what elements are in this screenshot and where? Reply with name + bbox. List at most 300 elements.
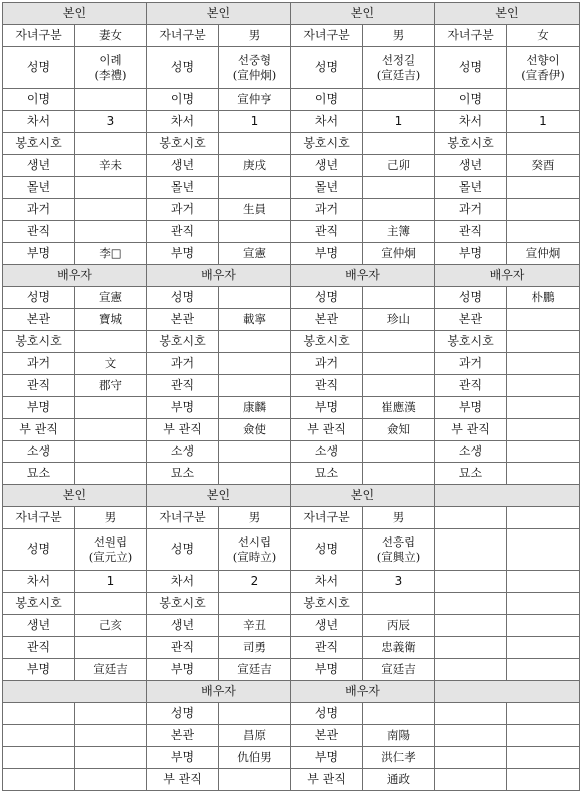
cell-text: 男: [104, 510, 117, 525]
cell-text: 妻女: [99, 28, 122, 43]
field-value: [506, 242, 580, 265]
field-value: [362, 88, 435, 111]
field-value: [74, 24, 147, 47]
cell-text: 자녀구분: [159, 510, 206, 524]
field-value: [506, 702, 580, 725]
cell-text: 봉호시호: [15, 136, 62, 150]
cell-text: 관직: [170, 378, 195, 392]
cell-text: 몰년: [458, 180, 483, 194]
field-value: [74, 132, 147, 155]
field-value: [506, 614, 580, 637]
field-value: [362, 24, 435, 47]
cell-text: 봉호시호: [159, 136, 206, 150]
cell-text: 부명: [26, 246, 51, 260]
field-label: [146, 746, 219, 769]
field-label: [434, 352, 507, 375]
cell-text: 관직: [458, 224, 483, 238]
cell-text: 부 관직: [307, 422, 346, 436]
field-value: [506, 462, 580, 485]
field-label: [290, 330, 363, 353]
field-label: [146, 352, 219, 375]
field-label: [146, 418, 219, 441]
cell-text: 봉호시호: [303, 136, 350, 150]
cell-text: 봉호시호: [303, 596, 350, 610]
cell-text: 珍山: [387, 312, 410, 327]
cell-text: 癸酉: [531, 158, 555, 173]
cell-text: 성명: [314, 290, 339, 304]
field-value: [362, 46, 435, 89]
field-value: [74, 570, 147, 593]
cell-text: 宣廷吉: [93, 662, 128, 677]
field-value: [506, 724, 580, 747]
cell-text: 부 관직: [163, 422, 202, 436]
field-label: [2, 396, 75, 419]
field-value: [362, 724, 435, 747]
cell-text: 3: [394, 574, 403, 588]
cell-text: 본인: [62, 6, 87, 20]
cell-text: 생년: [314, 618, 339, 632]
field-label: [2, 330, 75, 353]
field-value: [506, 330, 580, 353]
section-header: [2, 2, 147, 25]
cell-text: 男: [392, 28, 405, 43]
field-label: [434, 132, 507, 155]
cell-text: 僉知: [387, 422, 410, 437]
cell-text: 소생: [26, 444, 51, 458]
field-label: [290, 154, 363, 177]
field-value: [506, 768, 580, 791]
field-value: [362, 506, 435, 529]
field-value: [506, 418, 580, 441]
cell-text: 자녀구분: [15, 28, 62, 42]
empty-header-cell: [434, 484, 580, 507]
field-label: [146, 528, 219, 571]
field-label: [290, 592, 363, 615]
cell-text: 忠義衛: [381, 640, 416, 655]
section-header: [146, 2, 291, 25]
field-label: [2, 746, 75, 769]
cell-text: 崔應漢: [381, 400, 416, 415]
field-label: [290, 220, 363, 243]
cell-text: 生員: [243, 202, 266, 217]
field-label: [2, 570, 75, 593]
cell-text: 본관: [458, 312, 483, 326]
field-label: [434, 396, 507, 419]
cell-text: 봉호시호: [159, 334, 206, 348]
field-value: [218, 724, 291, 747]
field-value: [74, 110, 147, 133]
field-value: [506, 570, 580, 593]
cell-text: 자녀구분: [303, 510, 350, 524]
cell-text: 宣廷吉: [237, 662, 272, 677]
cell-text: 과거: [314, 202, 339, 216]
cell-text: 몰년: [314, 180, 339, 194]
cell-text: 성명: [170, 706, 195, 720]
cell-text: 과거: [314, 356, 339, 370]
cell-text: 본관: [170, 728, 195, 742]
cell-text: 辛未: [99, 158, 122, 173]
field-label: [434, 110, 507, 133]
field-value: [362, 418, 435, 441]
cell-text: 과거: [170, 356, 195, 370]
cell-text: 辛丑: [243, 618, 266, 633]
cell-text: 관직: [170, 224, 195, 238]
field-value: [218, 24, 291, 47]
field-label: [2, 286, 75, 309]
field-value: [74, 636, 147, 659]
field-label: [146, 592, 219, 615]
field-value: [218, 132, 291, 155]
field-value: [218, 286, 291, 309]
cell-text: 仇伯男: [237, 750, 272, 765]
field-label: [2, 528, 75, 571]
field-value: [506, 286, 580, 309]
field-value: [218, 570, 291, 593]
cell-text: 宣仲炯: [525, 246, 561, 261]
field-value: [506, 374, 580, 397]
field-value: [506, 220, 580, 243]
cell-text: 관직: [170, 640, 195, 654]
field-label: [434, 592, 507, 615]
field-value: [362, 330, 435, 353]
cell-text: 차서: [26, 114, 51, 128]
field-label: [290, 462, 363, 485]
field-label: [290, 88, 363, 111]
field-value: [74, 88, 147, 111]
field-label: [434, 724, 507, 747]
cell-text: 僉使: [243, 422, 266, 437]
cell-text: 묘소: [458, 466, 483, 480]
cell-text: 성명: [170, 290, 195, 304]
cell-text: 康麟: [243, 400, 266, 415]
cell-text: 봉호시호: [15, 596, 62, 610]
field-value: [506, 352, 580, 375]
field-value: [74, 746, 147, 769]
field-value: [506, 88, 580, 111]
cell-text: 부 관직: [451, 422, 490, 436]
cell-text: 부명: [314, 662, 339, 676]
field-label: [290, 702, 363, 725]
field-label: [290, 570, 363, 593]
cell-text: 부명: [458, 400, 483, 414]
field-value: [506, 658, 580, 681]
field-value: [362, 176, 435, 199]
field-label: [290, 636, 363, 659]
cell-text: (宣時立): [232, 549, 277, 564]
cell-text: 차서: [170, 574, 195, 588]
field-label: [290, 658, 363, 681]
field-label: [434, 462, 507, 485]
field-label: [290, 132, 363, 155]
field-label: [290, 198, 363, 221]
field-value: [362, 592, 435, 615]
cell-text: 봉호시호: [159, 596, 206, 610]
cell-text: 생년: [458, 158, 483, 172]
field-value: [218, 242, 291, 265]
field-value: [74, 658, 147, 681]
field-value: [362, 658, 435, 681]
field-value: [218, 658, 291, 681]
field-label: [146, 88, 219, 111]
field-label: [434, 374, 507, 397]
cell-text: 관직: [26, 224, 51, 238]
field-label: [434, 46, 507, 89]
field-value: [74, 154, 147, 177]
cell-text: 선정길: [381, 53, 416, 68]
field-label: [2, 440, 75, 463]
field-label: [434, 506, 507, 529]
cell-text: 소생: [314, 444, 339, 458]
cell-text: 이명: [314, 92, 339, 106]
field-label: [434, 636, 507, 659]
cell-text: 부명: [314, 400, 339, 414]
field-value: [74, 374, 147, 397]
field-value: [218, 46, 291, 89]
cell-text: 관직: [314, 224, 339, 238]
field-label: [434, 198, 507, 221]
cell-text: 부명: [170, 246, 195, 260]
field-value: [218, 330, 291, 353]
field-label: [146, 768, 219, 791]
field-value: [506, 506, 580, 529]
field-value: [218, 528, 291, 571]
field-value: [362, 440, 435, 463]
section-header: [146, 484, 291, 507]
cell-text: 宣廷吉: [381, 662, 416, 677]
field-label: [290, 46, 363, 89]
cell-text: 부 관직: [163, 772, 202, 786]
field-value: [362, 242, 435, 265]
field-label: [290, 418, 363, 441]
cell-text: 선중형: [237, 53, 272, 68]
field-value: [506, 396, 580, 419]
field-value: [362, 154, 435, 177]
field-value: [218, 636, 291, 659]
cell-text: 부명: [170, 400, 195, 414]
field-value: [218, 702, 291, 725]
field-label: [434, 768, 507, 791]
cell-text: 배우자: [201, 684, 236, 698]
cell-text: 1: [106, 574, 115, 588]
field-label: [290, 746, 363, 769]
field-label: [290, 396, 363, 419]
field-label: [146, 286, 219, 309]
field-label: [434, 176, 507, 199]
cell-text: 부명: [170, 750, 195, 764]
cell-text: 봉호시호: [15, 334, 62, 348]
field-value: [74, 176, 147, 199]
cell-text: 배우자: [489, 268, 525, 282]
cell-text: 관직: [26, 640, 51, 654]
field-value: [506, 440, 580, 463]
field-label: [146, 154, 219, 177]
cell-text: 2: [250, 574, 259, 588]
field-value: [218, 198, 291, 221]
empty-header-cell: [2, 680, 147, 703]
field-label: [434, 286, 507, 309]
field-value: [506, 110, 580, 133]
cell-text: 昌原: [243, 728, 266, 743]
field-value: [218, 352, 291, 375]
cell-text: 男: [248, 510, 261, 525]
field-label: [290, 614, 363, 637]
section-header: [434, 264, 580, 287]
cell-text: 봉호시호: [447, 334, 494, 348]
cell-text: 자녀구분: [159, 28, 206, 42]
cell-text: 李□: [99, 246, 122, 261]
field-label: [290, 286, 363, 309]
section-header: [146, 680, 291, 703]
cell-text: 본인: [495, 6, 519, 20]
cell-text: 과거: [26, 202, 51, 216]
cell-text: 과거: [26, 356, 51, 370]
field-label: [146, 570, 219, 593]
field-value: [74, 198, 147, 221]
cell-text: 載寧: [243, 312, 266, 327]
cell-text: 봉호시호: [447, 136, 494, 150]
cell-text: 寶城: [99, 312, 122, 327]
field-value: [506, 176, 580, 199]
cell-text: 본관: [314, 728, 339, 742]
field-value: [362, 132, 435, 155]
cell-text: 男: [392, 510, 405, 525]
field-value: [218, 396, 291, 419]
cell-text: 성명: [314, 706, 339, 720]
field-label: [2, 132, 75, 155]
cell-text: 宣憲: [99, 290, 122, 305]
section-header: [290, 680, 435, 703]
cell-text: 선흥립: [381, 535, 416, 550]
cell-text: 성명: [458, 60, 483, 74]
genealogy-table: [2, 2, 579, 787]
field-label: [290, 242, 363, 265]
cell-text: 성명: [458, 290, 483, 304]
field-value: [74, 418, 147, 441]
field-label: [290, 768, 363, 791]
field-label: [146, 330, 219, 353]
field-value: [74, 768, 147, 791]
field-value: [362, 636, 435, 659]
field-value: [74, 702, 147, 725]
field-value: [506, 592, 580, 615]
cell-text: (宣元立): [88, 549, 133, 564]
field-label: [146, 462, 219, 485]
cell-text: 관직: [314, 640, 339, 654]
field-value: [218, 768, 291, 791]
field-label: [434, 614, 507, 637]
cell-text: 1: [250, 114, 259, 128]
field-value: [362, 286, 435, 309]
cell-text: 선원립: [93, 535, 128, 550]
field-label: [434, 220, 507, 243]
field-label: [146, 702, 219, 725]
field-label: [434, 24, 507, 47]
field-value: [362, 110, 435, 133]
cell-text: 男: [248, 28, 261, 43]
field-value: [74, 396, 147, 419]
cell-text: 자녀구분: [303, 28, 350, 42]
cell-text: 부명: [26, 400, 51, 414]
field-label: [2, 46, 75, 89]
field-value: [74, 440, 147, 463]
cell-text: 己亥: [99, 618, 122, 633]
cell-text: (宣興立): [376, 549, 421, 564]
field-value: [74, 592, 147, 615]
cell-text: 이명: [26, 92, 51, 106]
section-header: [290, 2, 435, 25]
field-value: [218, 506, 291, 529]
cell-text: 본인: [350, 488, 375, 502]
cell-text: 부명: [314, 750, 339, 764]
field-label: [434, 330, 507, 353]
cell-text: 宣仲炯: [381, 246, 416, 261]
field-value: [506, 132, 580, 155]
field-label: [146, 374, 219, 397]
field-value: [218, 154, 291, 177]
field-label: [2, 506, 75, 529]
cell-text: 성명: [170, 542, 195, 556]
cell-text: 차서: [314, 574, 339, 588]
field-value: [74, 724, 147, 747]
cell-text: 부 관직: [19, 422, 58, 436]
field-label: [434, 528, 507, 571]
cell-text: 본관: [170, 312, 195, 326]
cell-text: 이명: [458, 92, 483, 106]
cell-text: 3: [106, 114, 115, 128]
cell-text: 이례: [99, 53, 122, 68]
cell-text: 몰년: [26, 180, 51, 194]
cell-text: 관직: [458, 378, 483, 392]
cell-text: 부명: [458, 246, 483, 260]
field-label: [146, 198, 219, 221]
field-label: [290, 308, 363, 331]
cell-text: 본관: [314, 312, 339, 326]
cell-text: 선시립: [237, 535, 272, 550]
cell-text: 庚戌: [243, 158, 266, 173]
cell-text: 己卯: [387, 158, 410, 173]
field-label: [146, 440, 219, 463]
field-label: [146, 46, 219, 89]
field-value: [218, 176, 291, 199]
field-value: [218, 746, 291, 769]
field-label: [290, 506, 363, 529]
field-label: [434, 440, 507, 463]
cell-text: 부 관직: [307, 772, 346, 786]
cell-text: (宣香伊): [521, 67, 565, 82]
cell-text: 차서: [314, 114, 339, 128]
field-label: [2, 724, 75, 747]
field-value: [362, 198, 435, 221]
field-value: [218, 614, 291, 637]
field-label: [146, 636, 219, 659]
cell-text: 묘소: [314, 466, 339, 480]
field-label: [146, 132, 219, 155]
field-value: [506, 46, 580, 89]
cell-text: 관직: [26, 378, 51, 392]
field-value: [362, 746, 435, 769]
field-label: [2, 88, 75, 111]
cell-text: 배우자: [345, 268, 380, 282]
field-label: [434, 746, 507, 769]
field-label: [2, 418, 75, 441]
cell-text: 생년: [170, 158, 195, 172]
field-label: [2, 702, 75, 725]
cell-text: 과거: [458, 356, 483, 370]
cell-text: 성명: [314, 542, 339, 556]
cell-text: 부명: [26, 662, 51, 676]
cell-text: 봉호시호: [303, 334, 350, 348]
cell-text: 성명: [26, 60, 51, 74]
